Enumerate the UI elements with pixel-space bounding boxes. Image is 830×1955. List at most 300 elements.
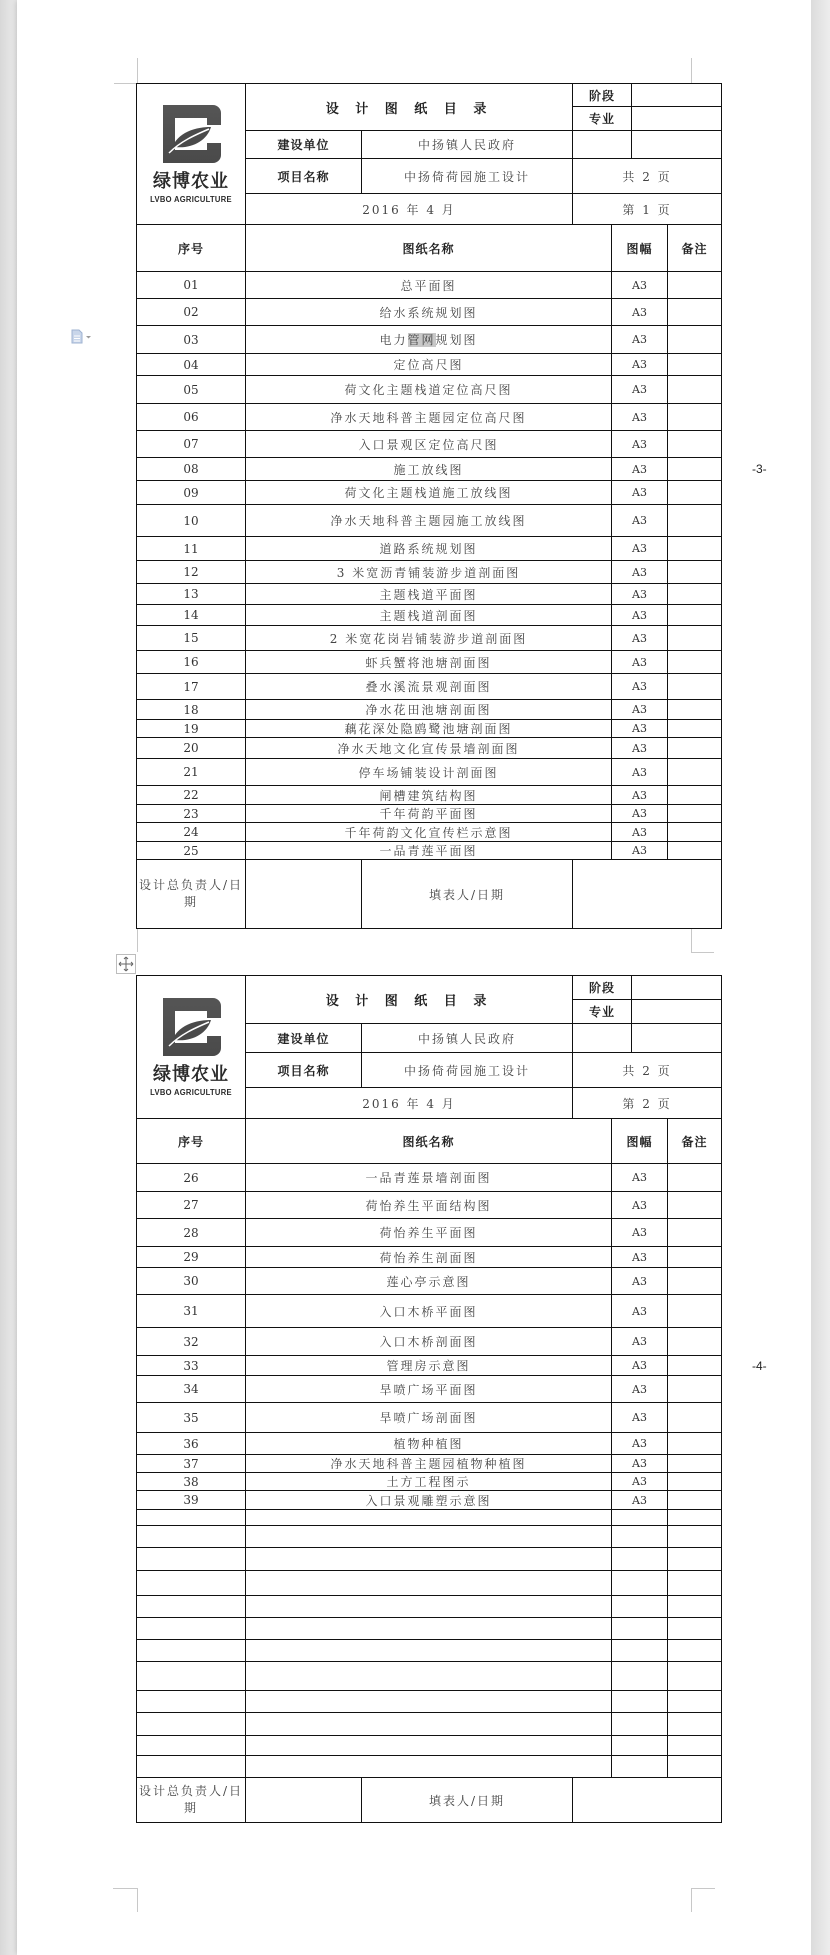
drawing-note[interactable] bbox=[668, 738, 722, 759]
empty-cell[interactable] bbox=[668, 1596, 722, 1618]
empty-row bbox=[137, 1571, 722, 1596]
table-row bbox=[137, 1164, 722, 1192]
blank-cell[interactable] bbox=[573, 1024, 632, 1053]
crop-mark bbox=[691, 952, 714, 953]
col-header-no: 序号 bbox=[137, 1119, 246, 1164]
empty-cell[interactable] bbox=[246, 1526, 612, 1548]
col-header-no: 序号 bbox=[137, 225, 246, 272]
drawing-note[interactable] bbox=[668, 431, 722, 458]
empty-row bbox=[137, 1618, 722, 1640]
drawing-name: 旱喷广场剖面图 bbox=[246, 1403, 612, 1433]
logo-name-cn: 绿博农业 bbox=[153, 1063, 229, 1085]
table-row bbox=[137, 1295, 722, 1328]
crop-mark bbox=[691, 58, 692, 84]
stage-value[interactable] bbox=[632, 84, 722, 107]
table-row bbox=[137, 738, 722, 759]
drawing-note[interactable] bbox=[668, 458, 722, 481]
drawing-note[interactable] bbox=[668, 823, 722, 842]
row-number: 20 bbox=[137, 738, 246, 759]
drawing-name: 入口木桥平面图 bbox=[246, 1295, 612, 1328]
table-row bbox=[137, 431, 722, 458]
drawing-note[interactable] bbox=[668, 842, 722, 860]
drawing-name: 净水天地科普主题园植物种植图 bbox=[246, 1455, 612, 1473]
row-number: 11 bbox=[137, 537, 246, 561]
row-number: 32 bbox=[137, 1328, 246, 1356]
drawing-name: 旱喷广场平面图 bbox=[246, 1376, 612, 1403]
empty-cell[interactable] bbox=[137, 1510, 246, 1526]
empty-cell[interactable] bbox=[612, 1571, 668, 1596]
drawing-size: A3 bbox=[612, 1433, 668, 1455]
drawing-size: A3 bbox=[612, 458, 668, 481]
drawing-name: 入口景观区定位高尺图 bbox=[246, 431, 612, 458]
empty-cell[interactable] bbox=[246, 1571, 612, 1596]
col-header-size: 图幅 bbox=[612, 1119, 668, 1164]
designer-sign-cell[interactable] bbox=[246, 860, 362, 929]
discipline-value[interactable] bbox=[632, 107, 722, 131]
empty-cell[interactable] bbox=[612, 1691, 668, 1713]
project-value: 中扬倚荷园施工设计 bbox=[362, 159, 573, 194]
drawing-note[interactable] bbox=[668, 805, 722, 823]
empty-row bbox=[137, 1691, 722, 1713]
empty-cell[interactable] bbox=[246, 1736, 612, 1756]
canvas-left-margin bbox=[0, 0, 17, 1955]
project-label: 项目名称 bbox=[246, 1053, 362, 1088]
empty-cell[interactable] bbox=[612, 1640, 668, 1662]
row-number: 03 bbox=[137, 326, 246, 354]
row-number: 29 bbox=[137, 1247, 246, 1268]
empty-cell[interactable] bbox=[137, 1618, 246, 1640]
table-row bbox=[137, 1268, 722, 1295]
row-number: 25 bbox=[137, 842, 246, 860]
table-row bbox=[137, 1328, 722, 1356]
drawing-note[interactable] bbox=[668, 272, 722, 299]
table-row bbox=[137, 354, 722, 376]
drawing-catalog-table-page-2 bbox=[136, 975, 722, 1823]
empty-cell[interactable] bbox=[612, 1596, 668, 1618]
drawing-size: A3 bbox=[612, 481, 668, 505]
drawing-name: 净水天地科普主题园定位高尺图 bbox=[246, 404, 612, 431]
empty-cell[interactable] bbox=[668, 1618, 722, 1640]
project-value: 中扬倚荷园施工设计 bbox=[362, 1053, 573, 1088]
drawing-name: 虾兵蟹将池塘剖面图 bbox=[246, 651, 612, 674]
empty-cell[interactable] bbox=[137, 1640, 246, 1662]
drawing-name: 入口木桥剖面图 bbox=[246, 1328, 612, 1356]
page-of: 第 1 页 bbox=[573, 194, 722, 225]
empty-row bbox=[137, 1756, 722, 1778]
table-row bbox=[137, 1455, 722, 1473]
col-header-name: 图纸名称 bbox=[246, 225, 612, 272]
drawing-note[interactable] bbox=[668, 537, 722, 561]
empty-cell[interactable] bbox=[612, 1736, 668, 1756]
drawing-note[interactable] bbox=[668, 376, 722, 404]
company-logo bbox=[137, 998, 245, 1097]
drawing-note[interactable] bbox=[668, 481, 722, 505]
drawing-note[interactable] bbox=[668, 505, 722, 537]
drawing-note[interactable] bbox=[668, 561, 722, 584]
row-number: 14 bbox=[137, 605, 246, 626]
drawing-note[interactable] bbox=[668, 1164, 722, 1192]
table-row bbox=[137, 505, 722, 537]
col-header-name: 图纸名称 bbox=[246, 1119, 612, 1164]
empty-cell[interactable] bbox=[668, 1510, 722, 1526]
blank-cell[interactable] bbox=[573, 131, 632, 159]
crop-mark bbox=[113, 1888, 137, 1889]
drawing-name: 藕花深处隐鸥鹭池塘剖面图 bbox=[246, 720, 612, 738]
empty-cell[interactable] bbox=[612, 1662, 668, 1691]
table-row bbox=[137, 299, 722, 326]
drawing-size: A3 bbox=[612, 738, 668, 759]
drawing-name: 植物种植图 bbox=[246, 1433, 612, 1455]
drawing-size: A3 bbox=[612, 786, 668, 805]
drawing-size: A3 bbox=[612, 505, 668, 537]
row-number: 15 bbox=[137, 626, 246, 651]
drawing-note[interactable] bbox=[668, 626, 722, 651]
drawing-name: 电力管网规划图 bbox=[246, 326, 612, 354]
drawing-name: 给水系统规划图 bbox=[246, 299, 612, 326]
filler-sign-cell[interactable] bbox=[573, 860, 722, 929]
empty-cell[interactable] bbox=[668, 1640, 722, 1662]
table-row bbox=[137, 272, 722, 299]
drawing-name: 道路系统规划图 bbox=[246, 537, 612, 561]
blank-cell[interactable] bbox=[632, 131, 722, 159]
row-number: 02 bbox=[137, 299, 246, 326]
drawing-note[interactable] bbox=[668, 404, 722, 431]
designer-sign-cell[interactable] bbox=[246, 1778, 362, 1823]
drawing-note[interactable] bbox=[668, 674, 722, 700]
drawing-note[interactable] bbox=[668, 1247, 722, 1268]
table-row bbox=[137, 1376, 722, 1403]
client-value: 中扬镇人民政府 bbox=[362, 1024, 573, 1053]
drawing-note[interactable] bbox=[668, 605, 722, 626]
client-value: 中扬镇人民政府 bbox=[362, 131, 573, 159]
drawing-name: 3 米宽沥青铺装游步道剖面图 bbox=[246, 561, 612, 584]
empty-cell[interactable] bbox=[612, 1510, 668, 1526]
drawing-size: A3 bbox=[612, 842, 668, 860]
empty-cell[interactable] bbox=[137, 1662, 246, 1691]
table-row bbox=[137, 326, 722, 354]
empty-cell[interactable] bbox=[668, 1662, 722, 1691]
drawing-size: A3 bbox=[612, 1455, 668, 1473]
drawing-name: 入口景观雕塑示意图 bbox=[246, 1491, 612, 1510]
filler-label: 填表人/日期 bbox=[362, 1778, 573, 1823]
drawing-name: 一品青莲景墙剖面图 bbox=[246, 1164, 612, 1192]
table-row bbox=[137, 1403, 722, 1433]
drawing-note[interactable] bbox=[668, 1455, 722, 1473]
row-number: 06 bbox=[137, 404, 246, 431]
drawing-size: A3 bbox=[612, 561, 668, 584]
discipline-label: 专业 bbox=[573, 107, 632, 131]
table-row bbox=[137, 1356, 722, 1376]
empty-cell[interactable] bbox=[137, 1713, 246, 1736]
empty-cell[interactable] bbox=[246, 1691, 612, 1713]
table-row bbox=[137, 674, 722, 700]
drawing-name: 荷怡养生平面图 bbox=[246, 1219, 612, 1247]
drawing-name: 叠水溪流景观剖面图 bbox=[246, 674, 612, 700]
drawing-note[interactable] bbox=[668, 1219, 722, 1247]
drawing-name: 主题栈道平面图 bbox=[246, 584, 612, 605]
row-number: 16 bbox=[137, 651, 246, 674]
drawing-note[interactable] bbox=[668, 1491, 722, 1510]
drawing-note[interactable] bbox=[668, 759, 722, 786]
crop-mark bbox=[691, 928, 692, 952]
drawing-name: 净水天地文化宣传景墙剖面图 bbox=[246, 738, 612, 759]
table-row bbox=[137, 605, 722, 626]
drawing-size: A3 bbox=[612, 1192, 668, 1219]
drawing-size: A3 bbox=[612, 674, 668, 700]
move-handle-icon bbox=[117, 955, 135, 973]
empty-cell[interactable] bbox=[137, 1571, 246, 1596]
row-number: 07 bbox=[137, 431, 246, 458]
empty-row bbox=[137, 1640, 722, 1662]
discipline-label: 专业 bbox=[573, 1000, 632, 1024]
row-number: 28 bbox=[137, 1219, 246, 1247]
row-number: 30 bbox=[137, 1268, 246, 1295]
logo-cell bbox=[137, 976, 246, 1119]
row-number: 13 bbox=[137, 584, 246, 605]
table-row bbox=[137, 481, 722, 505]
drawing-note[interactable] bbox=[668, 1328, 722, 1356]
page-number: -4- bbox=[752, 1359, 767, 1373]
drawing-note[interactable] bbox=[668, 651, 722, 674]
empty-cell[interactable] bbox=[246, 1756, 612, 1778]
table-row bbox=[137, 1433, 722, 1455]
empty-cell[interactable] bbox=[668, 1571, 722, 1596]
project-label: 项目名称 bbox=[246, 159, 362, 194]
designer-label: 设计总负责人/日期 bbox=[137, 1778, 246, 1823]
table-row bbox=[137, 651, 722, 674]
empty-cell[interactable] bbox=[246, 1618, 612, 1640]
table-row bbox=[137, 404, 722, 431]
row-number: 19 bbox=[137, 720, 246, 738]
empty-cell[interactable] bbox=[668, 1526, 722, 1548]
catalog-date: 2016 年 4 月 bbox=[246, 194, 573, 225]
row-number: 24 bbox=[137, 823, 246, 842]
table-body bbox=[137, 272, 722, 860]
drawing-note[interactable] bbox=[668, 1473, 722, 1491]
empty-cell[interactable] bbox=[668, 1713, 722, 1736]
table-row bbox=[137, 626, 722, 651]
logo-mark-icon bbox=[161, 998, 221, 1056]
col-header-size: 图幅 bbox=[612, 225, 668, 272]
table-body bbox=[137, 1164, 722, 1778]
table-row bbox=[137, 537, 722, 561]
table-row bbox=[137, 720, 722, 738]
table-move-handle[interactable] bbox=[116, 954, 136, 974]
drawing-size: A3 bbox=[612, 720, 668, 738]
table-row bbox=[137, 1247, 722, 1268]
drawing-size: A3 bbox=[612, 299, 668, 326]
empty-cell[interactable] bbox=[612, 1548, 668, 1571]
empty-cell[interactable] bbox=[246, 1510, 612, 1526]
drawing-note[interactable] bbox=[668, 299, 722, 326]
drawing-name: 主题栈道剖面图 bbox=[246, 605, 612, 626]
table-row bbox=[137, 842, 722, 860]
drawing-note[interactable] bbox=[668, 1376, 722, 1403]
client-label: 建设单位 bbox=[246, 131, 362, 159]
filler-sign-cell[interactable] bbox=[573, 1778, 722, 1823]
drawing-size: A3 bbox=[612, 1376, 668, 1403]
table-row bbox=[137, 1219, 722, 1247]
table-row bbox=[137, 561, 722, 584]
drawing-note[interactable] bbox=[668, 584, 722, 605]
drawing-size: A3 bbox=[612, 1247, 668, 1268]
discipline-value[interactable] bbox=[632, 1000, 722, 1024]
row-number: 22 bbox=[137, 786, 246, 805]
row-number: 18 bbox=[137, 700, 246, 720]
row-number: 26 bbox=[137, 1164, 246, 1192]
table-row bbox=[137, 786, 722, 805]
paste-options-icon bbox=[70, 328, 94, 346]
logo-name-en: LVBO AGRICULTURE bbox=[150, 1087, 232, 1097]
row-number: 34 bbox=[137, 1376, 246, 1403]
empty-cell[interactable] bbox=[246, 1548, 612, 1571]
empty-cell[interactable] bbox=[668, 1736, 722, 1756]
row-number: 17 bbox=[137, 674, 246, 700]
text-selection[interactable]: 管网 bbox=[407, 333, 436, 347]
row-number: 12 bbox=[137, 561, 246, 584]
catalog-date: 2016 年 4 月 bbox=[246, 1088, 573, 1119]
row-number: 36 bbox=[137, 1433, 246, 1455]
empty-cell[interactable] bbox=[246, 1640, 612, 1662]
drawing-note[interactable] bbox=[668, 354, 722, 376]
drawing-size: A3 bbox=[612, 1403, 668, 1433]
drawing-size: A3 bbox=[612, 404, 668, 431]
drawing-size: A3 bbox=[612, 272, 668, 299]
row-number: 27 bbox=[137, 1192, 246, 1219]
empty-cell[interactable] bbox=[668, 1756, 722, 1778]
empty-cell[interactable] bbox=[612, 1618, 668, 1640]
row-number: 39 bbox=[137, 1491, 246, 1510]
empty-cell[interactable] bbox=[137, 1691, 246, 1713]
page-of: 第 2 页 bbox=[573, 1088, 722, 1119]
empty-row bbox=[137, 1662, 722, 1691]
drawing-size: A3 bbox=[612, 700, 668, 720]
row-number: 08 bbox=[137, 458, 246, 481]
drawing-size: A3 bbox=[612, 626, 668, 651]
row-number: 21 bbox=[137, 759, 246, 786]
crop-mark bbox=[137, 928, 138, 952]
table-row bbox=[137, 376, 722, 404]
drawing-size: A3 bbox=[612, 823, 668, 842]
drawing-size: A3 bbox=[612, 1328, 668, 1356]
drawing-name: 总平面图 bbox=[246, 272, 612, 299]
row-number: 09 bbox=[137, 481, 246, 505]
drawing-name: 莲心亭示意图 bbox=[246, 1268, 612, 1295]
empty-cell[interactable] bbox=[612, 1526, 668, 1548]
row-number: 04 bbox=[137, 354, 246, 376]
drawing-size: A3 bbox=[612, 584, 668, 605]
client-label: 建设单位 bbox=[246, 1024, 362, 1053]
drawing-note[interactable] bbox=[668, 786, 722, 805]
drawing-size: A3 bbox=[612, 376, 668, 404]
empty-cell[interactable] bbox=[137, 1548, 246, 1571]
blank-cell[interactable] bbox=[632, 1024, 722, 1053]
row-number: 33 bbox=[137, 1356, 246, 1376]
empty-cell[interactable] bbox=[246, 1596, 612, 1618]
drawing-size: A3 bbox=[612, 605, 668, 626]
empty-cell[interactable] bbox=[137, 1526, 246, 1548]
drawing-note[interactable] bbox=[668, 720, 722, 738]
drawing-size: A3 bbox=[612, 537, 668, 561]
row-number: 01 bbox=[137, 272, 246, 299]
canvas-right-margin bbox=[811, 0, 830, 1955]
drawing-note[interactable] bbox=[668, 1192, 722, 1219]
drawing-note[interactable] bbox=[668, 1268, 722, 1295]
empty-cell[interactable] bbox=[137, 1756, 246, 1778]
catalog-title: 设 计 图 纸 目 录 bbox=[246, 976, 573, 1024]
paste-options-button[interactable] bbox=[70, 328, 94, 346]
empty-row bbox=[137, 1548, 722, 1571]
empty-cell[interactable] bbox=[668, 1691, 722, 1713]
logo-name-en: LVBO AGRICULTURE bbox=[150, 194, 232, 204]
drawing-size: A3 bbox=[612, 1491, 668, 1510]
table-row bbox=[137, 584, 722, 605]
col-header-note: 备注 bbox=[668, 1119, 722, 1164]
drawing-name: 荷怡养生剖面图 bbox=[246, 1247, 612, 1268]
empty-cell[interactable] bbox=[612, 1756, 668, 1778]
empty-row bbox=[137, 1736, 722, 1756]
drawing-size: A3 bbox=[612, 1473, 668, 1491]
row-number: 38 bbox=[137, 1473, 246, 1491]
table-row bbox=[137, 759, 722, 786]
drawing-note[interactable] bbox=[668, 1295, 722, 1328]
empty-cell[interactable] bbox=[246, 1662, 612, 1691]
empty-cell[interactable] bbox=[246, 1713, 612, 1736]
total-pages: 共 2 页 bbox=[573, 1053, 722, 1088]
empty-row bbox=[137, 1713, 722, 1736]
drawing-name: 荷文化主题栈道施工放线图 bbox=[246, 481, 612, 505]
drawing-size: A3 bbox=[612, 1164, 668, 1192]
table-row bbox=[137, 823, 722, 842]
table-row bbox=[137, 700, 722, 720]
crop-mark bbox=[137, 1888, 138, 1912]
stage-label: 阶段 bbox=[573, 976, 632, 1000]
stage-value[interactable] bbox=[632, 976, 722, 1000]
drawing-size: A3 bbox=[612, 1356, 668, 1376]
designer-label: 设计总负责人/日期 bbox=[137, 860, 246, 929]
drawing-name: 施工放线图 bbox=[246, 458, 612, 481]
drawing-note[interactable] bbox=[668, 700, 722, 720]
drawing-size: A3 bbox=[612, 431, 668, 458]
row-number: 05 bbox=[137, 376, 246, 404]
drawing-name: 千年荷韵平面图 bbox=[246, 805, 612, 823]
drawing-name: 停车场铺装设计剖面图 bbox=[246, 759, 612, 786]
drawing-note[interactable] bbox=[668, 1403, 722, 1433]
drawing-name: 荷怡养生平面结构图 bbox=[246, 1192, 612, 1219]
drawing-note[interactable] bbox=[668, 326, 722, 354]
total-pages: 共 2 页 bbox=[573, 159, 722, 194]
drawing-size: A3 bbox=[612, 759, 668, 786]
drawing-size: A3 bbox=[612, 326, 668, 354]
drawing-catalog-table-page-1 bbox=[136, 83, 722, 929]
table-row bbox=[137, 458, 722, 481]
row-number: 10 bbox=[137, 505, 246, 537]
empty-cell[interactable] bbox=[612, 1713, 668, 1736]
drawing-note[interactable] bbox=[668, 1433, 722, 1455]
drawing-name: 一品青莲平面图 bbox=[246, 842, 612, 860]
page-number: -3- bbox=[752, 462, 767, 476]
drawing-name: 净水天地科普主题园施工放线图 bbox=[246, 505, 612, 537]
drawing-size: A3 bbox=[612, 354, 668, 376]
empty-cell[interactable] bbox=[137, 1736, 246, 1756]
drawing-note[interactable] bbox=[668, 1356, 722, 1376]
empty-cell[interactable] bbox=[668, 1548, 722, 1571]
drawing-name: 土方工程图示 bbox=[246, 1473, 612, 1491]
crop-mark bbox=[114, 83, 137, 84]
stage-label: 阶段 bbox=[573, 84, 632, 107]
empty-cell[interactable] bbox=[137, 1596, 246, 1618]
row-number: 35 bbox=[137, 1403, 246, 1433]
